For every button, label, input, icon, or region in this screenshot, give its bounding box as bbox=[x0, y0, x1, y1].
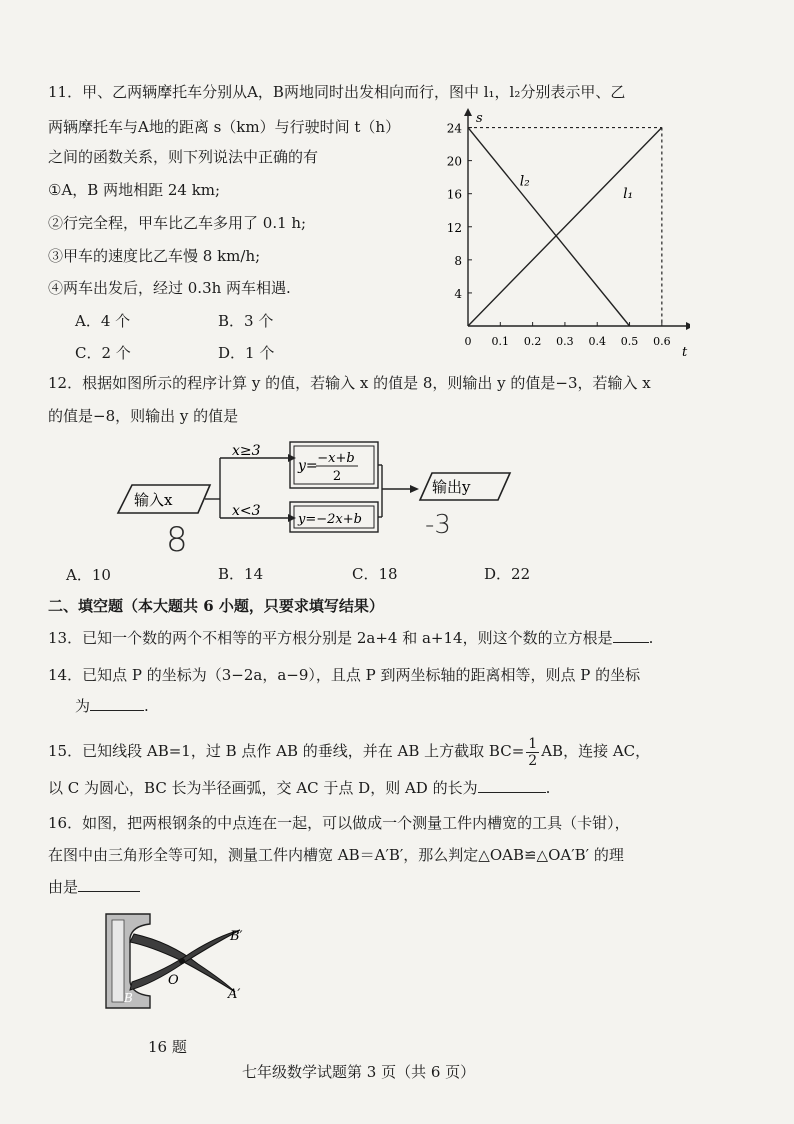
handwritten-minus-3: -3 bbox=[425, 510, 451, 540]
formula-2: y=−2x+b bbox=[298, 512, 362, 527]
q16-line1: 16．如图，把两根钢条的中点连在一起，可以做成一个测量工件内槽宽的工具（卡钳）， bbox=[48, 814, 630, 832]
fraction-one-half: $\frac{1}{2}$ bbox=[528, 735, 538, 769]
x-tick-label-0.6: 0.6 bbox=[653, 335, 671, 348]
q16-line3: 由是 bbox=[48, 877, 140, 897]
series-label-l2: l₂ bbox=[519, 173, 530, 190]
x-tick-label-0.1: 0.1 bbox=[491, 335, 510, 348]
q11-line1: 11．甲、乙两辆摩托车分别从A，B两地同时出发相向而行，图中 l₁，l₂分别表示甲、乙 bbox=[48, 83, 626, 101]
q11-statement-4: ④两车出发后，经过 0.3h 两车相遇. bbox=[48, 279, 291, 297]
formula-1-numerator: −x+b bbox=[317, 451, 355, 466]
handwritten-8: 8 bbox=[166, 520, 188, 560]
q11-statement-3: ③甲车的速度比乙车慢 8 km/h; bbox=[48, 247, 261, 265]
y-tick-label-24: 24 bbox=[446, 121, 462, 136]
formula-1-denominator: 2 bbox=[332, 469, 342, 484]
y-axis-arrow bbox=[464, 108, 472, 116]
label-A-prime: A′ bbox=[228, 987, 241, 1002]
q15-line2: 以 C 为圆心，BC 长为半径画弧，交 AC 于点 D，则 AD 的长为 . bbox=[48, 779, 551, 797]
series-line-2 bbox=[468, 128, 630, 326]
q12-option-d: D．22 bbox=[484, 565, 531, 583]
series-label-l1: l₁ bbox=[623, 185, 634, 202]
q14-line1: 14．已知点 P 的坐标为（3−2a，a−9），且点 P 到两坐标轴的距离相等，则点 P 的坐标 bbox=[48, 666, 641, 684]
x-tick-label-0.4: 0.4 bbox=[588, 335, 606, 348]
q16-line2: 在图中由三角形全等可知，测量工件内槽宽 AB＝A′B′，那么判定△OAB≌△OA′B′ 的理 bbox=[48, 846, 624, 864]
pivot-point bbox=[179, 958, 185, 964]
q11-option-a: A．4 个 bbox=[75, 312, 131, 330]
figure-caption: 16 题 bbox=[148, 1038, 187, 1056]
q11-statement-2: ②行完全程，甲车比乙车多用了 0.1 h; bbox=[48, 214, 307, 232]
page-footer: 七年级数学试题第 3 页（共 6 页） bbox=[242, 1063, 476, 1081]
distance-time-chart bbox=[440, 108, 690, 358]
label-B: B bbox=[124, 991, 133, 1005]
y-tick-label-20: 20 bbox=[446, 154, 462, 169]
q12-line1: 12．根据如图所示的程序计算 y 的值，若输入 x 的值是 8，则输出 y 的值是−3，若输入 x bbox=[48, 374, 651, 392]
y-tick-label-8: 8 bbox=[454, 253, 462, 268]
q15-answer-blank[interactable] bbox=[478, 778, 546, 793]
y-tick-label-4: 4 bbox=[454, 286, 462, 301]
label-B-prime: B′ bbox=[230, 929, 243, 944]
formula-1-prefix: y= bbox=[298, 458, 318, 474]
output-label: 输出y bbox=[432, 478, 471, 496]
x-tick-label-0.2: 0.2 bbox=[523, 335, 542, 348]
x-axis-arrow bbox=[686, 322, 690, 330]
q11-option-d: D．1 个 bbox=[218, 344, 275, 362]
q15-line1: 15．已知线段 AB=1，过 B 点作 AB 的垂线，并在 AB 上方截取 BC= $\frac{1}{2}$ AB，连接 AC， bbox=[48, 735, 651, 769]
x-axis-label: t bbox=[682, 345, 688, 358]
label-O: O bbox=[168, 973, 179, 988]
section-2-heading: 二、填空题（本大题共 6 小题，只要求填写结果） bbox=[48, 597, 384, 615]
cond-lt-3: x<3 bbox=[232, 503, 261, 519]
x-tick-label-0.5: 0.5 bbox=[620, 335, 639, 348]
q11-line2: 两辆摩托车与A地的距离 s（km）与行驶时间 t（h） bbox=[48, 118, 401, 136]
q13: 13．已知一个数的两个不相等的平方根分别是 2a+4 和 a+14，则这个数的立方根是 . bbox=[48, 629, 654, 647]
q11-option-b: B．3 个 bbox=[218, 312, 274, 330]
q14-line2: 为 . bbox=[75, 697, 149, 715]
q12-option-b: B．14 bbox=[218, 565, 264, 583]
x-tick-label-0: 0 bbox=[464, 335, 472, 348]
q12-line2: 的值是−8，则输出 y 的值是 bbox=[48, 407, 239, 425]
cond-ge-3: x≥3 bbox=[232, 443, 261, 459]
input-label: 输入x bbox=[134, 491, 173, 509]
q12-option-c: C．18 bbox=[352, 565, 398, 583]
q12-option-a: A．10 bbox=[66, 566, 111, 584]
q11-line3: 之间的函数关系，则下列说法中正确的有 bbox=[48, 148, 319, 166]
y-tick-label-12: 12 bbox=[446, 220, 462, 235]
q11-option-c: C．2 个 bbox=[75, 344, 131, 362]
series-line-1 bbox=[468, 128, 662, 326]
caliper-figure bbox=[100, 912, 270, 1012]
x-tick-label-0.3: 0.3 bbox=[556, 335, 574, 348]
q13-text: 13．已知一个数的两个不相等的平方根分别是 2a+4 和 a+14，则这个数的立方根是 bbox=[48, 629, 613, 647]
q11-statement-1: ①A，B 两地相距 24 km; bbox=[48, 181, 221, 199]
y-tick-label-16: 16 bbox=[446, 187, 462, 202]
q13-answer-blank[interactable] bbox=[613, 628, 649, 643]
y-axis-label: s bbox=[476, 111, 483, 126]
q14-answer-blank[interactable] bbox=[90, 696, 144, 711]
q16-answer-blank[interactable] bbox=[78, 877, 140, 892]
